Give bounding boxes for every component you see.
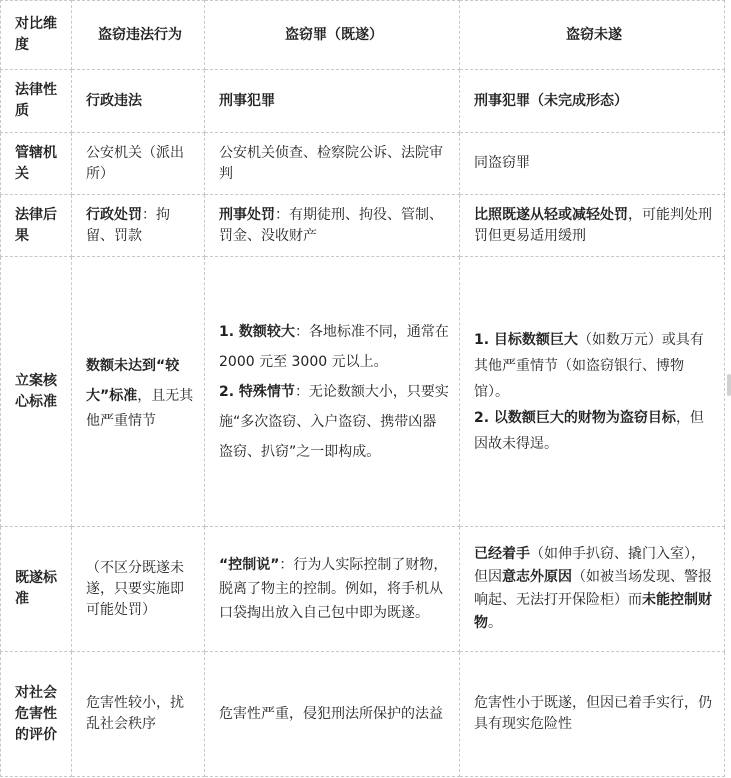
bold-term: 2. 以数额巨大的财物为盗窃目标 (474, 409, 676, 426)
cell-rest: ，但因故未得逞。 (474, 409, 704, 452)
cell-rest: ，可能判处刑罚但更易适用缓刑 (474, 206, 712, 244)
dimension-label: 对社会危害性的评价 (1, 652, 72, 777)
bold-term: 数额未达到“较大”标准 (86, 358, 180, 404)
dimension-label: 法律性质 (1, 70, 72, 133)
cell-rest: ：有期徒刑、拘役、管制、罚金、没收财产 (219, 206, 443, 244)
cell-text: 危害性小于既遂，但因已着手实行，仍具有现实危险性 (460, 652, 725, 777)
scroll-handle[interactable] (727, 374, 731, 396)
cell-text (72, 195, 205, 257)
paragraph (474, 405, 714, 457)
header-dimension: 对比维度 (1, 1, 72, 70)
cell-rest: ：各地标准不同，通常在 2000 元至 3000 元以上。 (219, 323, 449, 370)
cell-text: 公安机关侦查、检察院公诉、法院审判 (205, 133, 460, 195)
bold-term: 比照既遂从轻或减轻处罚 (474, 206, 628, 223)
cell-text (205, 257, 460, 527)
cell-rest: （如伸手扒窃、撬门入室），但因 (474, 546, 705, 585)
row-legal-consequence (1, 195, 725, 257)
cell-rest: 。 (488, 615, 502, 631)
cell-text: （不区分既遂未遂，只要实施即可能处罚） (72, 527, 205, 652)
cell-text (460, 527, 725, 652)
cell-text: 行政违法 (72, 70, 205, 133)
header-col-theft-crime: 盗窃罪（既遂） (205, 1, 460, 70)
cell-text: 同盗窃罪 (460, 133, 725, 195)
row-filing-standard (1, 257, 725, 527)
bold-term: 刑事处罚 (219, 206, 275, 223)
bold-term: “控制说” (219, 557, 280, 573)
cell-text (460, 257, 725, 527)
cell-text (72, 257, 205, 527)
header-row (1, 1, 725, 70)
paragraph (474, 327, 714, 405)
cell-text: 刑事犯罪 (205, 70, 460, 133)
cell-text: 危害性严重，侵犯刑法所保护的法益 (205, 652, 460, 777)
header-col-illegal-act: 盗窃违法行为 (72, 1, 205, 70)
cell-rest: （如被当场发现、警报响起、无法打开保险柜）而 (474, 569, 712, 608)
cell-text: 刑事犯罪（未完成形态） (460, 70, 725, 133)
header-col-attempted-theft: 盗窃未遂 (460, 1, 725, 70)
dimension-label: 管辖机关 (1, 133, 72, 195)
cell-rest: （如数万元）或具有其他严重情节（如盗窃银行、博物馆）。 (474, 331, 704, 400)
row-completion-standard (1, 527, 725, 652)
bold-term: 意志外原因 (502, 569, 572, 585)
bold-term: 1. 数额较大 (219, 323, 295, 340)
cell-rest: ：行为人实际控制了财物，脱离了物主的控制。例如，将手机从口袋掏出放入自己包中即为既遂。 (219, 557, 448, 621)
bold-term: 2. 特殊情节 (219, 383, 295, 400)
bold-term: 未能控制财物 (474, 592, 712, 631)
paragraph (219, 377, 449, 467)
cell-rest: ：拘留、罚款 (86, 206, 170, 244)
cell-text (205, 195, 460, 257)
cell-text (460, 195, 725, 257)
cell-text: 公安机关（派出所） (72, 133, 205, 195)
row-jurisdiction (1, 133, 725, 195)
bold-term: 行政处罚 (86, 206, 142, 223)
dimension-label: 既遂标准 (1, 527, 72, 652)
dimension-label: 法律后果 (1, 195, 72, 257)
cell-rest: ：无论数额大小，只要实施“多次盗窃、入户盗窃、携带凶器盗窃、扒窃”之一即构成。 (219, 383, 449, 460)
row-legal-nature (1, 70, 725, 133)
cell-text: 危害性较小，扰乱社会秩序 (72, 652, 205, 777)
cell-rest: ，且无其他严重情节 (86, 388, 194, 429)
paragraph (219, 317, 449, 377)
row-social-harm (1, 652, 725, 777)
bold-term: 1. 目标数额巨大 (474, 331, 578, 348)
dimension-label: 立案核心标准 (1, 257, 72, 527)
bold-term: 已经着手 (474, 546, 530, 562)
cell-text (205, 527, 460, 652)
